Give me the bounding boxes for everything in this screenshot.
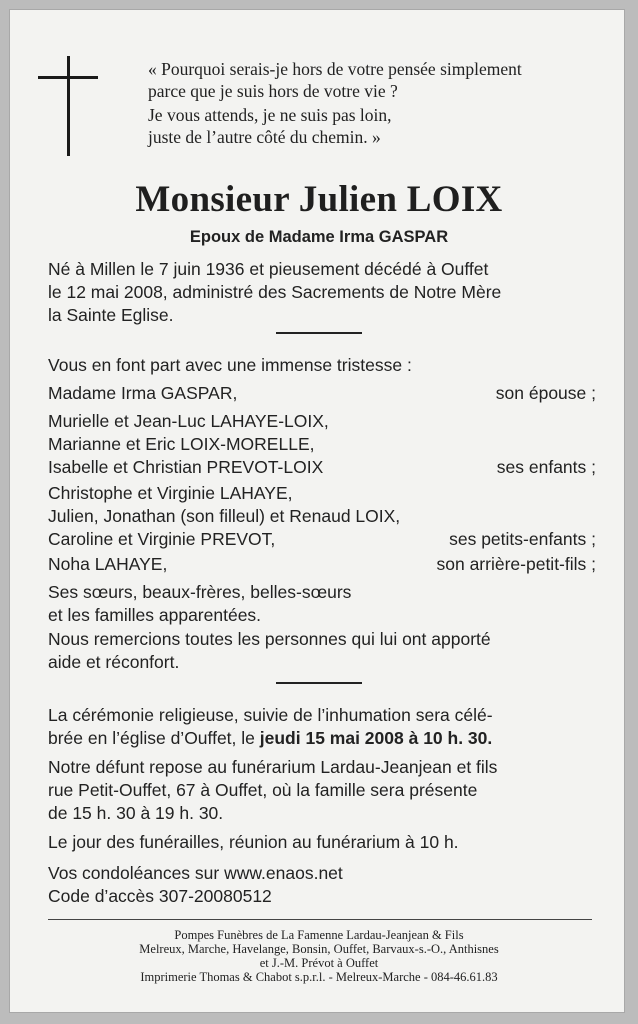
bio-paragraph (48, 258, 596, 327)
cross-icon (38, 56, 100, 158)
footer-credits (0, 928, 638, 984)
ceremony-date: jeudi 15 mai 2008 à 10 h. 30. (259, 728, 493, 748)
funeral-home-line: rue Petit-Ouffet, 67 à Ouffet, où la famille sera présente (48, 780, 478, 800)
list-item: Julien, Jonathan (son filleul) et Renaud LOIX, (48, 506, 401, 526)
bio-line: la Sainte Eglise. (48, 305, 174, 325)
list-item: Isabelle et Christian PREVOT-LOIX (48, 457, 324, 477)
deceased-name: Monsieur Julien LOIX (135, 179, 503, 220)
section-divider (276, 332, 362, 334)
quote-line: Je vous attends, je ne suis pas loin, (148, 105, 392, 125)
bio-line: Né à Millen le 7 juin 1936 et pieusement décédé à Ouffet (48, 259, 489, 279)
bio-line: le 12 mai 2008, administré des Sacrements de Notre Mère (48, 282, 502, 302)
quote-line: juste de l’autre côté du chemin. » (148, 127, 381, 147)
greatgrandchild-role: son arrière-petit-fils ; (436, 554, 596, 574)
list-item-row (48, 456, 596, 479)
list-item: Marianne et Eric LOIX-MORELLE, (48, 434, 315, 454)
spouse-role: son épouse ; (495, 383, 596, 403)
spouse-name: Madame Irma GASPAR, (48, 383, 238, 403)
grandchildren-role: ses petits-enfants ; (449, 529, 596, 549)
footer-line: Melreux, Marche, Havelange, Bonsin, Ouffet, Barvaux-s.-O., Anthisnes (139, 942, 499, 956)
ceremony-line: La cérémonie religieuse, suivie de l’inhumation sera célé- (48, 705, 493, 725)
funeral-home-line: de 15 h. 30 à 19 h. 30. (48, 803, 224, 823)
meeting-line: Le jour des funérailles, réunion au funérarium à 10 h. (48, 832, 459, 852)
greatgrandchild-row (48, 553, 596, 576)
thanks-line: Nous remercions toutes les personnes qui lui ont apporté (48, 629, 491, 649)
siblings-line: Ses sœurs, beaux-frères, belles-sœurs (48, 582, 352, 602)
list-item: Christophe et Virginie LAHAYE, (48, 483, 293, 503)
footer-line: et J.-M. Prévot à Ouffet (259, 956, 379, 970)
list-item-row (48, 528, 596, 551)
section-divider (276, 682, 362, 684)
list-item: Murielle et Jean-Luc LAHAYE-LOIX, (48, 411, 329, 431)
quote-line: parce que je suis hors de votre vie ? (148, 81, 398, 101)
children-list (48, 410, 596, 479)
ceremony-line (48, 727, 596, 750)
children-role: ses enfants ; (496, 457, 596, 477)
condolences-link: Vos condoléances sur www.enaos.net (48, 863, 343, 883)
funeral-home-line: Notre défunt repose au funérarium Lardau-Jeanjean et fils (48, 757, 498, 777)
ceremony-paragraph (48, 704, 596, 750)
list-item: Caroline et Virginie PREVOT, (48, 529, 276, 549)
thanks-line: aide et réconfort. (48, 652, 180, 672)
access-code: Code d’accès 307-20080512 (48, 886, 272, 906)
thanks-paragraph (48, 628, 596, 674)
footer-divider (48, 919, 592, 920)
footer-line: Imprimerie Thomas & Chabot s.p.r.l. - Melreux-Marche - 084-46.61.83 (140, 970, 498, 984)
family-intro: Vous en font part avec une immense tristesse : (48, 355, 412, 375)
siblings-line: et les familles apparentées. (48, 605, 262, 625)
funeral-home-paragraph (48, 756, 596, 825)
quote-line: « Pourquoi serais-je hors de votre pensée simplement (148, 59, 522, 79)
ceremony-text: brée en l’église d’Ouffet, le (48, 728, 260, 748)
greatgrandchild-name: Noha LAHAYE, (48, 554, 168, 574)
epigraph-quote (148, 58, 608, 148)
family-spouse-row (48, 382, 596, 405)
deceased-spouse: Epoux de Madame Irma GASPAR (189, 228, 449, 246)
grandchildren-list (48, 482, 596, 551)
siblings-paragraph (48, 581, 596, 627)
online-condolences (48, 862, 596, 908)
footer-line: Pompes Funèbres de La Famenne Lardau-Jeanjean & Fils (174, 928, 464, 942)
